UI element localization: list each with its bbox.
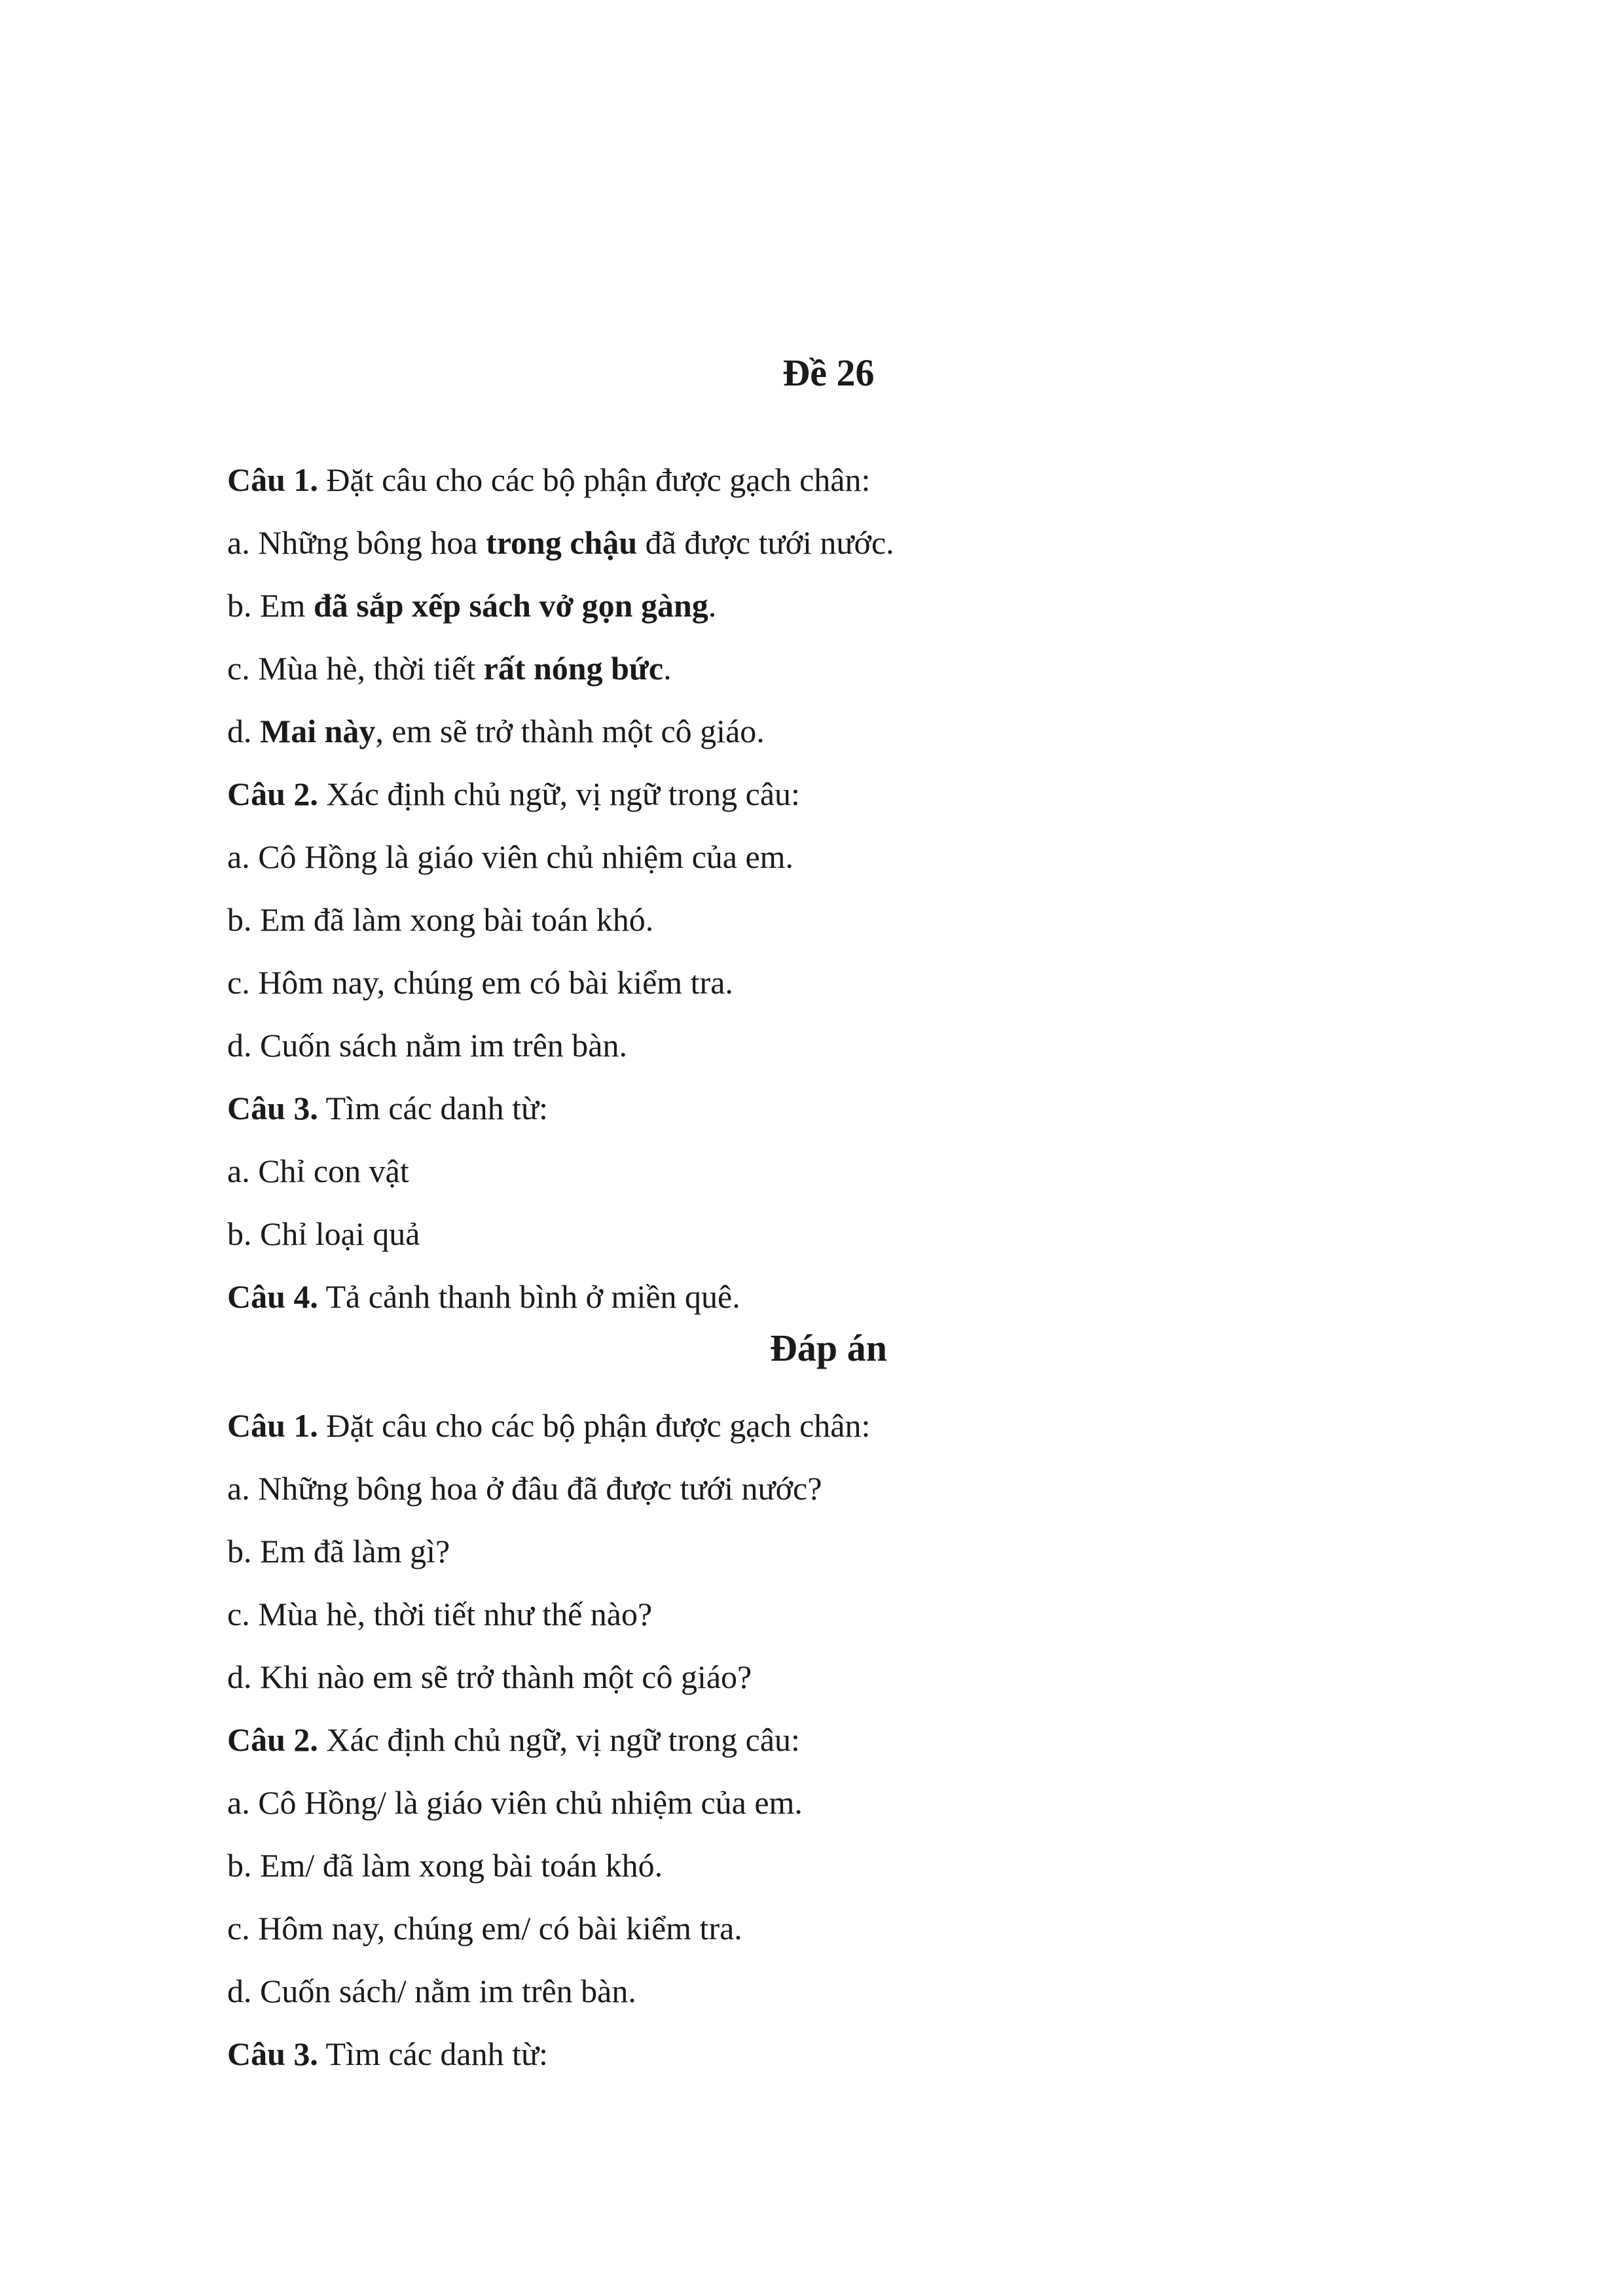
underlined-part: đã sắp xếp sách vở gọn gàng — [313, 587, 708, 624]
item-text: c. Mùa hè, thời tiết — [227, 650, 484, 687]
question-text: Xác định chủ ngữ, vị ngữ trong câu: — [318, 1721, 800, 1758]
answer-2-item-b: b. Em/ đã làm xong bài toán khó. — [227, 1847, 663, 1884]
answer-2-item-d: d. Cuốn sách/ nằm im trên bàn. — [227, 1973, 636, 2009]
question-2-item-a: a. Cô Hồng là giáo viên chủ nhiệm của em. — [227, 838, 794, 875]
answer-section — [227, 1394, 1471, 2085]
question-label: Câu 1. — [227, 461, 318, 498]
question-4 — [227, 1265, 1471, 1328]
question-3-item-a: a. Chỉ con vật — [227, 1153, 409, 1189]
question-text: Tìm các danh từ: — [318, 2036, 548, 2072]
question-1 — [227, 448, 1471, 511]
question-1-item-c — [227, 637, 1471, 700]
question-text: Tìm các danh từ: — [318, 1090, 548, 1126]
item-text: . — [663, 650, 672, 687]
question-1-item-a — [227, 511, 1471, 574]
answer-1-item-d: d. Khi nào em sẽ trở thành một cô giáo? — [227, 1659, 752, 1695]
exam-title: Đề 26 — [782, 351, 875, 394]
answer-2-item-c: c. Hôm nay, chúng em/ có bài kiểm tra. — [227, 1910, 742, 1946]
question-label: Câu 2. — [227, 1721, 318, 1758]
item-text: b. Em — [227, 587, 314, 624]
answers-title: Đáp án — [770, 1327, 887, 1369]
answer-1-item-c: c. Mùa hè, thời tiết như thế nào? — [227, 1596, 653, 1632]
question-3-item-b: b. Chỉ loại quả — [227, 1215, 420, 1252]
answer-1 — [227, 1394, 1471, 1457]
question-label: Câu 2. — [227, 776, 318, 812]
question-label: Câu 4. — [227, 1278, 318, 1315]
question-1-item-d — [227, 700, 1471, 762]
question-label: Câu 3. — [227, 1090, 318, 1126]
question-label: Câu 3. — [227, 2036, 318, 2072]
answer-1-item-a: a. Những bông hoa ở đâu đã được tưới nước? — [227, 1470, 822, 1507]
item-text: đã được tưới nước. — [637, 524, 894, 561]
question-text: Tả cảnh thanh bình ở miền quê. — [318, 1278, 740, 1315]
question-2-item-b: b. Em đã làm xong bài toán khó. — [227, 901, 654, 938]
question-2-item-c: c. Hôm nay, chúng em có bài kiểm tra. — [227, 964, 733, 1001]
question-text: Đặt câu cho các bộ phận được gạch chân: — [318, 461, 871, 498]
underlined-part: trong chậu — [486, 524, 638, 561]
question-text: Xác định chủ ngữ, vị ngữ trong câu: — [318, 776, 800, 812]
question-2-item-d: d. Cuốn sách nằm im trên bàn. — [227, 1027, 627, 1064]
answer-1-item-b: b. Em đã làm gì? — [227, 1533, 450, 1570]
question-3 — [227, 1077, 1471, 1139]
question-2 — [227, 762, 1471, 825]
question-1-item-b — [227, 574, 1471, 637]
item-text: a. Những bông hoa — [227, 524, 486, 561]
underlined-part: Mai này — [260, 713, 376, 749]
question-text: Đặt câu cho các bộ phận được gạch chân: — [318, 1407, 871, 1444]
underlined-part: rất nóng bức — [483, 650, 664, 687]
answer-2-item-a: a. Cô Hồng/ là giáo viên chủ nhiệm của em. — [227, 1784, 803, 1821]
item-text: d. — [227, 713, 260, 749]
item-text: . — [708, 587, 717, 624]
item-text: , em sẽ trở thành một cô giáo. — [375, 713, 765, 749]
answer-2 — [227, 1708, 1471, 1771]
question-label: Câu 1. — [227, 1407, 318, 1444]
answer-3 — [227, 2022, 1471, 2085]
exam-questions — [227, 448, 1471, 1328]
